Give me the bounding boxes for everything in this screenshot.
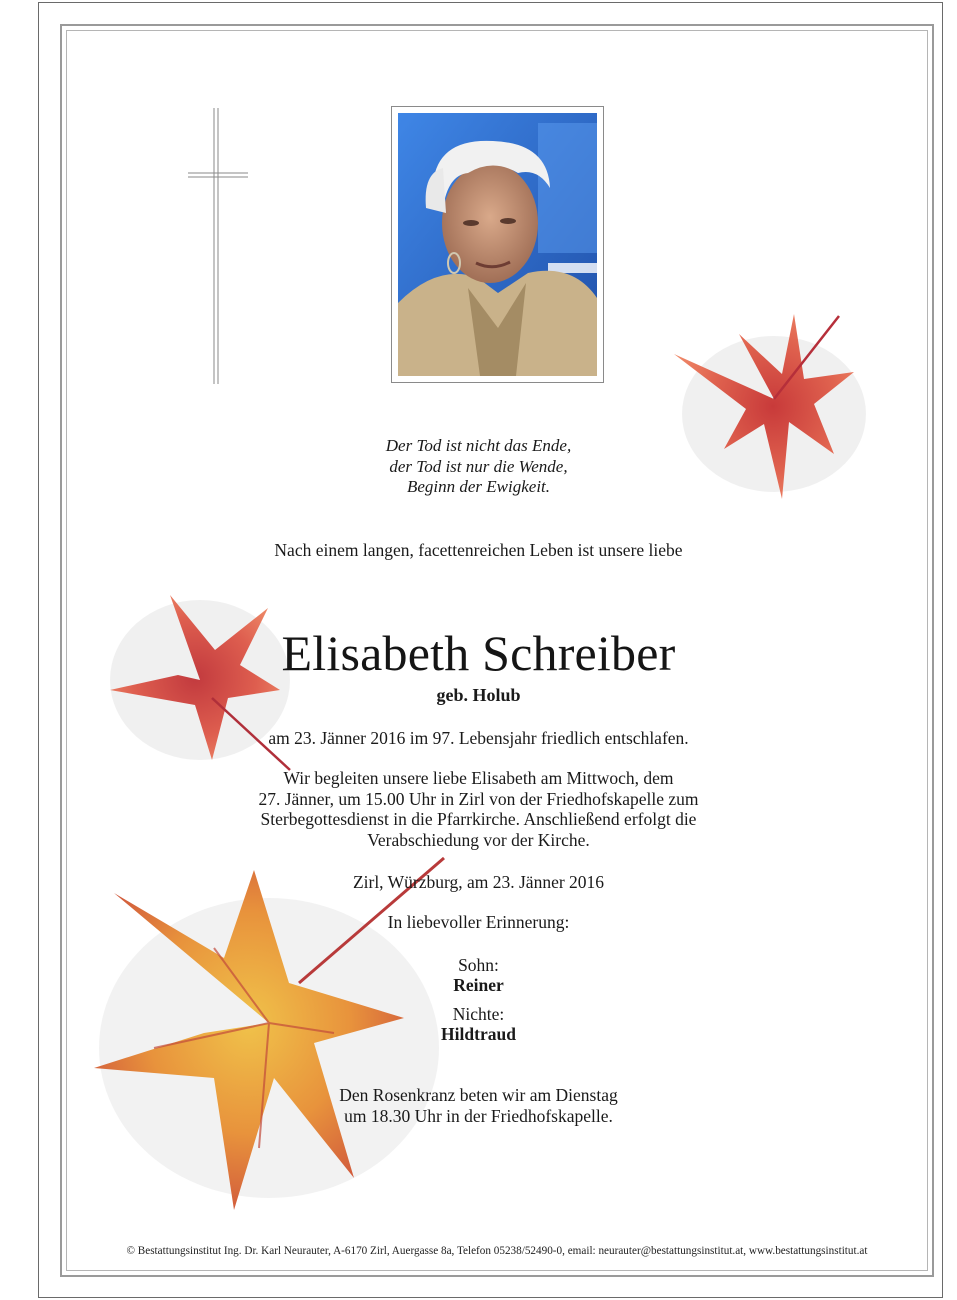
portrait-image — [398, 113, 597, 376]
memory-line: In liebevoller Erinnerung: — [387, 912, 570, 932]
rosary-text — [0, 1085, 957, 1126]
deceased-name: Elisabeth Schreiber — [281, 625, 676, 681]
quote-line: Der Tod ist nicht das Ende, — [385, 436, 572, 455]
footer-imprint: © Bestattungsinstitut Ing. Dr. Karl Neurauter, A-6170 Zirl, Auergasse 8a, Telefon 05238/52490-0, email: neurauter@bestattungsinstitut.at, www.bestattungsinstitut.at — [126, 1245, 868, 1257]
relative-name: Reiner — [453, 975, 504, 995]
portrait-frame — [391, 106, 604, 383]
relation-label: Sohn: — [458, 955, 499, 975]
death-line: am 23. Jänner 2016 im 97. Lebensjahr friedlich entschlafen. — [268, 728, 689, 748]
cross-icon — [186, 106, 250, 386]
quote — [0, 436, 957, 498]
quote-line: der Tod ist nur die Wende, — [389, 456, 568, 476]
relation-label: Nichte: — [452, 1004, 505, 1024]
ceremony-line: Verabschiedung vor der Kirche. — [367, 830, 590, 851]
rosary-line: Den Rosenkranz beten wir am Dienstag — [339, 1085, 618, 1105]
place-date: Zirl, Würzburg, am 23. Jänner 2016 — [352, 872, 605, 892]
relative-son — [0, 955, 957, 995]
ceremony-line: Sterbegottesdienst in die Pfarrkirche. Anschließend erfolgt die — [260, 809, 697, 830]
relative-name: Hildtraud — [441, 1024, 516, 1044]
portrait-photo — [398, 113, 597, 376]
birth-name: geb. Holub — [436, 685, 521, 705]
rosary-line: um 18.30 Uhr in der Friedhofskapelle. — [344, 1105, 613, 1126]
ceremony-line: 27. Jänner, um 15.00 Uhr in Zirl von der Friedhofskapelle zum — [258, 788, 699, 809]
quote-line: Beginn der Ewigkeit. — [406, 477, 551, 496]
ceremony-line: Wir begleiten unsere liebe Elisabeth am Mittwoch, dem — [283, 768, 674, 788]
ceremony-text — [0, 768, 957, 851]
intro-text: Nach einem langen, facettenreichen Leben ist unsere liebe — [274, 540, 683, 560]
relative-niece — [0, 1004, 957, 1044]
